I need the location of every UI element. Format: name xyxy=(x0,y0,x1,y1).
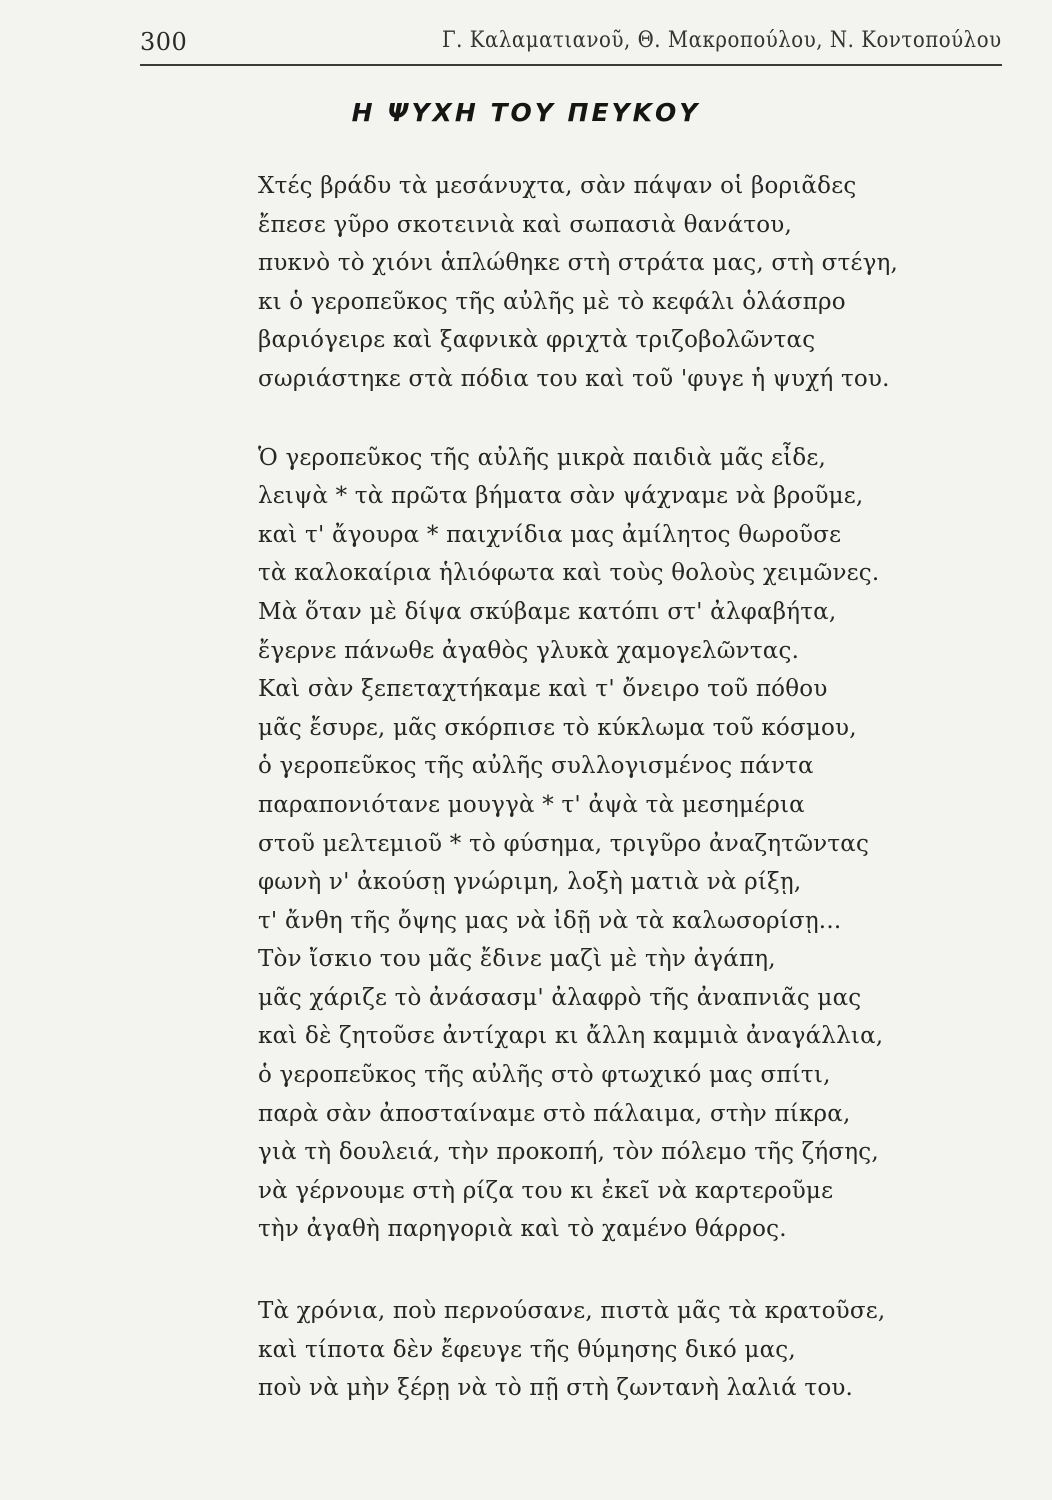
stanza-gap xyxy=(258,399,958,439)
running-head-authors: Γ. Καλαματιανοῦ, Θ. Μακροπούλου, Ν. Κοντοπούλου xyxy=(442,28,1002,53)
poem-line: τὴν ἀγαθὴ παρηγοριὰ καὶ τὸ χαμένο θάρρος. xyxy=(258,1216,787,1243)
page-number: 300 xyxy=(140,28,188,56)
poem-line: Τὸν ἴσκιο του μᾶς ἔδινε μαζὶ μὲ τὴν ἀγάπη, xyxy=(258,946,776,973)
poem-line: γιὰ τὴ δουλειά, τὴν προκοπή, τὸν πόλεμο τῆς ζήσης, xyxy=(258,1139,879,1166)
poem-line: λειψὰ * τὰ πρῶτα βήματα σὰν ψάχναμε νὰ βροῦμε, xyxy=(258,483,864,510)
poem-line: στοῦ μελτεμιοῦ * τὸ φύσημα, τριγῦρο ἀναζητῶντας xyxy=(258,830,870,857)
poem-line: ἔπεσε γῦρο σκοτεινιὰ καὶ σωπασιὰ θανάτου, xyxy=(258,211,792,238)
poem-line: μᾶς χάριζε τὸ ἀνάσασμ' ἀλαφρὸ τῆς ἀναπνιᾶς μας xyxy=(258,984,862,1011)
stanza-gap xyxy=(258,1249,958,1292)
poem-body xyxy=(258,167,958,1408)
poem-line: παραπονιότανε μουγγὰ * τ' ἀψὰ τὰ μεσημέρια xyxy=(258,791,805,818)
poem-line: καὶ δὲ ζητοῦσε ἀντίχαρι κι ἄλλη καμμιὰ ἀναγάλλια, xyxy=(258,1023,884,1050)
poem-title: Η ΨΥΧΗ ΤΟΥ ΠΕΥΚΟΥ xyxy=(351,98,701,127)
poem-line: φωνὴ ν' ἀκούσῃ γνώριμη, λοξὴ ματιὰ νὰ ρίξῃ, xyxy=(258,869,802,896)
poem-line: πυκνὸ τὸ χιόνι ἁπλώθηκε στὴ στράτα μας, στὴ στέγη, xyxy=(258,250,899,277)
poem-line: σωριάστηκε στὰ πόδια του καὶ τοῦ 'φυγε ἡ ψυχή του. xyxy=(258,365,890,392)
poem-line: Τὰ χρόνια, ποὺ περνούσανε, πιστὰ μᾶς τὰ κρατοῦσε, xyxy=(258,1298,886,1325)
poem-line: τὰ καλοκαίρια ἡλιόφωτα καὶ τοὺς θολοὺς χειμῶνες. xyxy=(258,560,880,587)
poem-line: ὁ γεροπεῦκος τῆς αὐλῆς στὸ φτωχικό μας σπίτι, xyxy=(258,1062,831,1089)
stanza-3 xyxy=(258,1292,958,1408)
page-header xyxy=(140,28,1002,64)
poem-line: Καὶ σὰν ξεπεταχτήκαμε καὶ τ' ὄνειρο τοῦ πόθου xyxy=(258,676,828,703)
poem-line: νὰ γέρνουμε στὴ ρίζα του κι ἐκεῖ νὰ καρτεροῦμε xyxy=(258,1177,834,1204)
poem-line: παρὰ σὰν ἀποσταίναμε στὸ πάλαιμα, στὴν πίκρα, xyxy=(258,1100,851,1127)
stanza-1 xyxy=(258,167,958,399)
poem-line: ποὺ νὰ μὴν ξέρῃ νὰ τὸ πῇ στὴ ζωντανὴ λαλιά του. xyxy=(258,1375,854,1402)
poem-line: μᾶς ἔσυρε, μᾶς σκόρπισε τὸ κύκλωμα τοῦ κόσμου, xyxy=(258,714,857,741)
poem-line: τ' ἄνθη τῆς ὄψης μας νὰ ἰδῇ νὰ τὰ καλωσορίσῃ... xyxy=(258,907,842,934)
poem-line: καὶ τίποτα δὲν ἔφευγε τῆς θύμησης δικό μας, xyxy=(258,1336,796,1363)
header-rule xyxy=(140,64,1002,66)
poem-line: ὁ γεροπεῦκος τῆς αὐλῆς συλλογισμένος πάντα xyxy=(258,753,814,780)
poem-line: Χτές βράδυ τὰ μεσάνυχτα, σὰν πάψαν οἱ βοριᾶδες xyxy=(258,173,857,199)
poem-line: κι ὁ γεροπεῦκος τῆς αὐλῆς μὲ τὸ κεφάλι ὁλάσπρο xyxy=(258,288,846,315)
poem-line: βαριόγειρε καὶ ξαφνικὰ φριχτὰ τριζοβολῶντας xyxy=(258,327,816,354)
stanza-2 xyxy=(258,439,958,1249)
poem-line: καὶ τ' ἄγουρα * παιχνίδια μας ἀμίλητος θωροῦσε xyxy=(258,521,842,548)
poem-line: Ὁ γεροπεῦκος τῆς αὐλῆς μικρὰ παιδιὰ μᾶς εἶδε, xyxy=(258,444,827,471)
poem-line: ἔγερνε πάνωθε ἀγαθὸς γλυκὰ χαμογελῶντας. xyxy=(258,637,800,664)
poem-line: Μὰ ὅταν μὲ δίψα σκύβαμε κατόπι στ' ἀλφαβήτα, xyxy=(258,598,837,625)
